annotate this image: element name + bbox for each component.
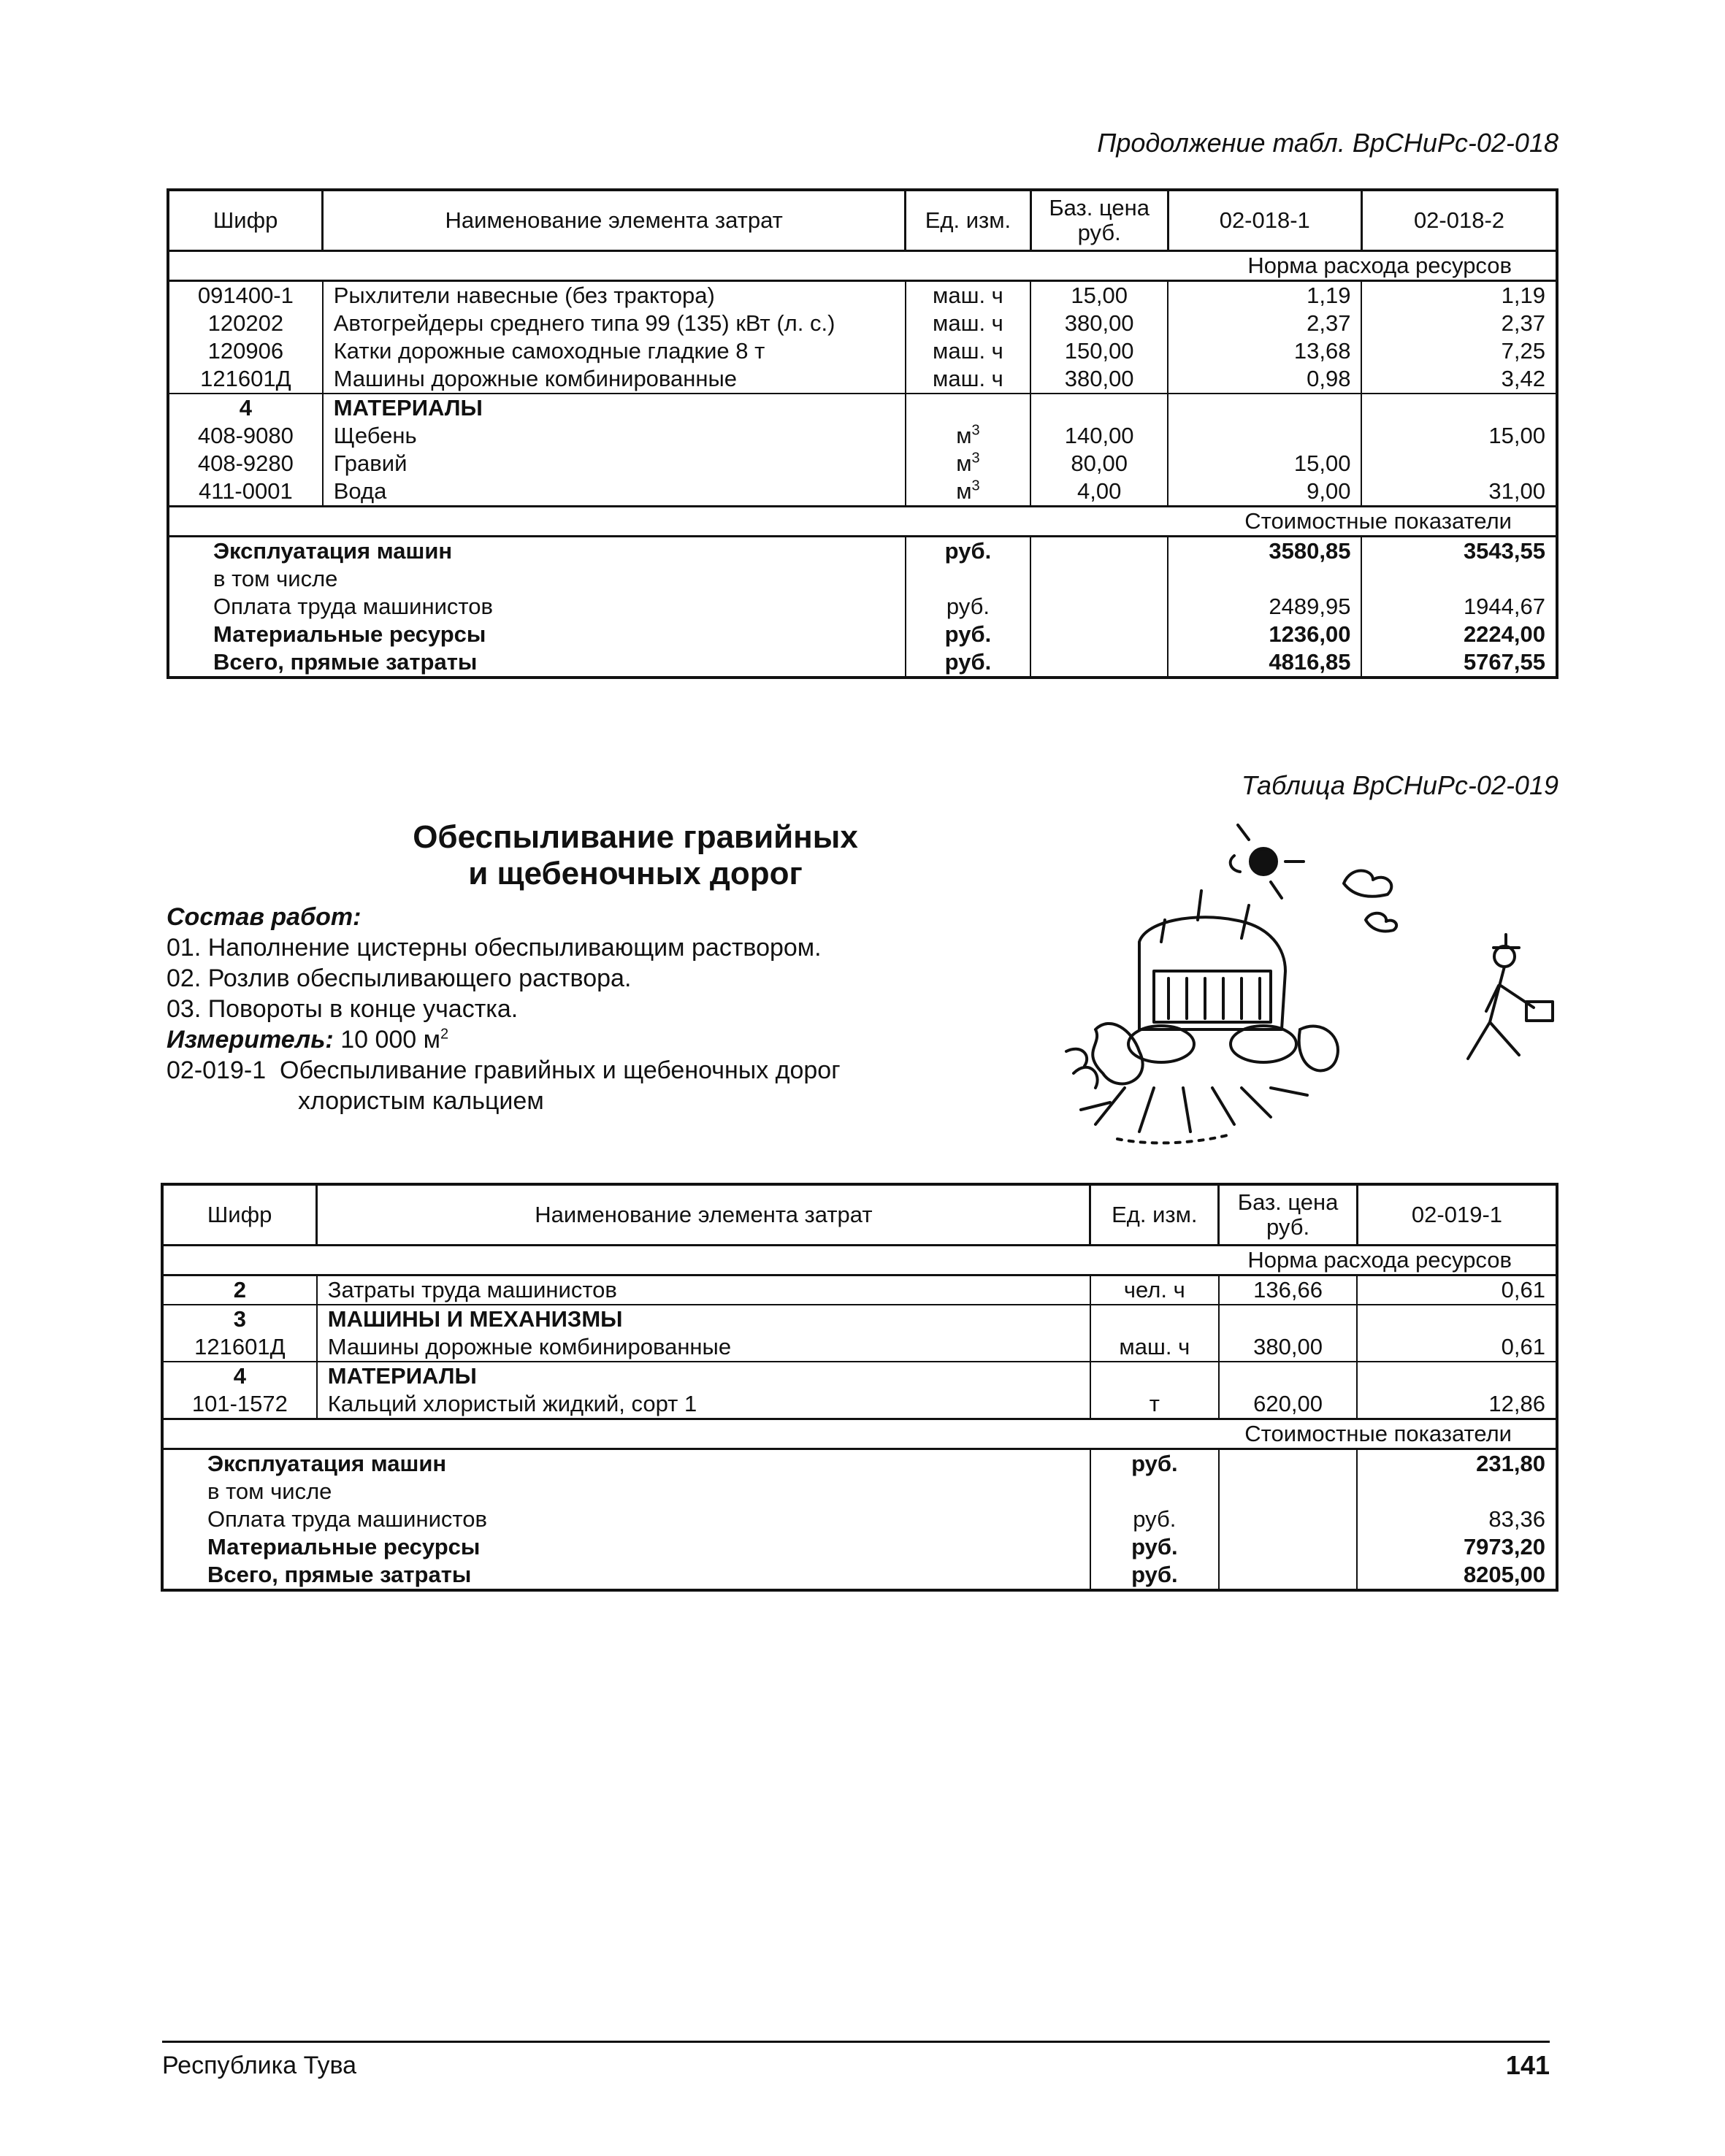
header-col-1: 02-019-1: [1357, 1184, 1557, 1246]
cell-value-1: 15,00: [1168, 450, 1361, 477]
cell-name: Машины дорожные комбинированные: [323, 365, 906, 394]
cell-unit: $м^3$: [906, 450, 1031, 477]
cell-name: Рыхлители навесные (без трактора): [323, 281, 906, 310]
table-header-row: [162, 1184, 1557, 1246]
cell-name: Затраты труда машинистов: [317, 1275, 1090, 1305]
composition-step: 03. Повороты в конце участка.: [167, 995, 519, 1023]
cost-value-1: 8205,00: [1357, 1561, 1557, 1590]
cell-unit: т: [1090, 1390, 1219, 1419]
header-code: Шифр: [162, 1184, 317, 1246]
footer-region: Республика Тува: [162, 2052, 357, 2079]
composition-label: Состав работ:: [167, 903, 362, 931]
measure-label: Измеритель:: [167, 1026, 334, 1054]
cost-unit: руб.: [906, 621, 1031, 648]
cost-name: Оплата труда машинистов: [213, 594, 493, 619]
header-code: Шифр: [168, 190, 323, 251]
cell-value-1: 9,00: [1168, 477, 1361, 507]
cost-unit: руб.: [1090, 1505, 1219, 1533]
group-title: МАТЕРИАЛЫ: [317, 1362, 1090, 1390]
cell-code: 101-1572: [191, 1391, 288, 1416]
cell-code: 411-0001: [199, 478, 293, 504]
cell-price: 150,00: [1030, 337, 1168, 365]
section-cost-label: Стоимостные показатели: [162, 1419, 1557, 1449]
table-row: [168, 281, 1557, 310]
table-row: [168, 310, 1557, 337]
cost-row: [168, 648, 1557, 678]
cell-code: 121601Д: [194, 1334, 286, 1359]
measure-sup: 2: [440, 1026, 449, 1043]
cell-unit: маш. ч: [906, 337, 1031, 365]
cost-value-2: 5767,55: [1361, 648, 1557, 678]
cost-value-1: 83,36: [1357, 1505, 1557, 1533]
cell-price: 380,00: [1030, 310, 1168, 337]
item-name-cont: хлористым кальцием: [298, 1087, 544, 1115]
work-title-line-1: Обеспыливание гравийных: [413, 819, 858, 855]
measure-line: [167, 1024, 1006, 1055]
cell-value-2: 15,00: [1361, 422, 1557, 450]
page-number: 141: [1505, 2050, 1550, 2080]
header-col-1: 02-018-1: [1168, 190, 1361, 251]
table-row: [168, 477, 1557, 507]
group-code: 4: [168, 394, 323, 422]
cost-row: [162, 1561, 1557, 1590]
cell-value-1: 0,98: [1168, 365, 1361, 394]
section-cost-row: [162, 1419, 1557, 1449]
cell-price: 140,00: [1030, 422, 1168, 450]
header-name: Наименование элемента затрат: [323, 190, 906, 251]
header-col-2: 02-018-2: [1361, 190, 1557, 251]
cell-unit: маш. ч: [906, 365, 1031, 394]
cell-unit: маш. ч: [906, 281, 1031, 310]
item-line: [167, 1055, 1006, 1086]
section-norm-label: Норма расхода ресурсов: [162, 1246, 1557, 1275]
work-title-line-2: и щебеночных дорог: [468, 856, 803, 891]
cell-value-1: 13,68: [1168, 337, 1361, 365]
group-title: МАШИНЫ И МЕХАНИЗМЫ: [317, 1305, 1090, 1333]
cost-value-2: 2224,00: [1361, 621, 1557, 648]
cost-name: Всего, прямые затраты: [207, 1562, 472, 1587]
cost-value-1: 231,80: [1357, 1449, 1557, 1478]
group-header-row: [168, 394, 1557, 422]
section-norm-row: [162, 1246, 1557, 1275]
item-code: 02-019-1: [167, 1056, 267, 1084]
table-row: [168, 337, 1557, 365]
table-header-row: [168, 190, 1557, 251]
footer-divider: [162, 2041, 1550, 2043]
cost-value-1: 1236,00: [1168, 621, 1361, 648]
table-row: [168, 450, 1557, 477]
section-norm-label: Норма расхода ресурсов: [168, 251, 1557, 281]
cost-unit: руб.: [1090, 1561, 1219, 1590]
cost-value-1: 2489,95: [1168, 593, 1361, 621]
cost-name: в том числе: [207, 1478, 332, 1504]
table-caption: Таблица ВрСНиРс-02-019: [1241, 770, 1558, 800]
cost-value-1: 3580,85: [1168, 537, 1361, 566]
table-caption-continuation: Продолжение табл. ВрСНиРс-02-018: [1097, 128, 1558, 158]
cell-value-2: 1,19: [1361, 281, 1557, 310]
table-row: [168, 422, 1557, 450]
cost-unit: руб.: [1090, 1533, 1219, 1561]
cell-code: 120906: [207, 338, 284, 364]
cell-name: Автогрейдеры среднего типа 99 (135) кВт (л. с.): [323, 310, 906, 337]
cell-value-2: 3,42: [1361, 365, 1557, 394]
header-price: Баз. цена руб.: [1219, 1184, 1358, 1246]
cost-row: [162, 1505, 1557, 1533]
cell-price: 380,00: [1030, 365, 1168, 394]
cell-value-1: [1168, 422, 1361, 450]
cost-row: [162, 1533, 1557, 1561]
section-cost-label: Стоимостные показатели: [168, 507, 1557, 537]
cell-value-1: 2,37: [1168, 310, 1361, 337]
cost-unit: руб.: [906, 648, 1031, 678]
cell-unit: маш. ч: [906, 310, 1031, 337]
cost-row: [168, 593, 1557, 621]
cell-unit: $м^3$: [906, 422, 1031, 450]
cost-name: Материальные ресурсы: [207, 1534, 481, 1560]
header-unit: Ед. изм.: [1090, 1184, 1219, 1246]
cell-price: 4,00: [1030, 477, 1168, 507]
cell-unit: $м^3$: [906, 477, 1031, 507]
cell-unit: маш. ч: [1090, 1333, 1219, 1362]
cost-name: Оплата труда машинистов: [207, 1506, 487, 1532]
cost-row: [162, 1478, 1557, 1505]
group-header-row: [162, 1362, 1557, 1390]
section-cost-row: [168, 507, 1557, 537]
cell-value-2: [1361, 450, 1557, 477]
cell-name: Гравий: [323, 450, 906, 477]
cell-value-1: 12,86: [1357, 1390, 1557, 1419]
cost-name: Эксплуатация машин: [207, 1451, 447, 1476]
cost-unit: руб.: [906, 593, 1031, 621]
group-code: 3: [162, 1305, 317, 1333]
cost-value-1: 4816,85: [1168, 648, 1361, 678]
cost-value-2: 3543,55: [1361, 537, 1557, 566]
cost-name: Всего, прямые затраты: [213, 649, 478, 675]
cell-code: 408-9280: [197, 450, 294, 476]
cell-name: Катки дорожные самоходные гладкие 8 т: [323, 337, 906, 365]
cost-row: [168, 621, 1557, 648]
cloud-icon: [1344, 871, 1391, 897]
cost-name: в том числе: [213, 566, 338, 591]
composition-step: 02. Розлив обеспыливающего раствора.: [167, 964, 632, 992]
cost-unit: руб.: [1090, 1449, 1219, 1478]
header-name: Наименование элемента затрат: [317, 1184, 1090, 1246]
cost-value-2: 1944,67: [1361, 593, 1557, 621]
cell-name: Машины дорожные комбинированные: [317, 1333, 1090, 1362]
cell-value-2: 31,00: [1361, 477, 1557, 507]
cell-code: 091400-1: [197, 283, 294, 308]
cell-name: Щебень: [323, 422, 906, 450]
section-norm-row: [168, 251, 1557, 281]
cell-name: Кальций хлористый жидкий, сорт 1: [317, 1390, 1090, 1419]
cell-value-1: 0,61: [1357, 1275, 1557, 1305]
table-row: [168, 365, 1557, 394]
header-price: Баз. цена руб.: [1030, 190, 1168, 251]
cell-value-2: 2,37: [1361, 310, 1557, 337]
item-name: Обеспыливание гравийных и щебеночных дорог: [280, 1056, 841, 1084]
road-truck-illustration: [1052, 810, 1577, 1154]
cell-code: 120202: [207, 310, 284, 336]
cell-value-1: 1,19: [1168, 281, 1361, 310]
group-title: МАТЕРИАЛЫ: [323, 394, 906, 422]
cell-value-2: 7,25: [1361, 337, 1557, 365]
table-row: [162, 1333, 1557, 1362]
measure-value: 10 000 м: [340, 1026, 441, 1054]
cell-value-1: 0,61: [1357, 1333, 1557, 1362]
cost-row: [168, 537, 1557, 566]
composition-step: 01. Наполнение цистерны обеспыливающим раствором.: [167, 934, 822, 962]
cost-name: Эксплуатация машин: [213, 538, 453, 564]
cell-code: 2: [233, 1277, 247, 1303]
group-header-row: [162, 1305, 1557, 1333]
work-title: [336, 819, 935, 892]
cost-value-1: 7973,20: [1357, 1533, 1557, 1561]
cell-name: Вода: [323, 477, 906, 507]
table-row: [162, 1390, 1557, 1419]
cost-row: [162, 1449, 1557, 1478]
cell-price: 620,00: [1219, 1390, 1358, 1419]
cell-code: 408-9080: [197, 423, 294, 448]
header-unit: Ед. изм.: [906, 190, 1031, 251]
work-composition: [167, 902, 1006, 1116]
cost-row: [168, 565, 1557, 593]
cell-unit: чел. ч: [1090, 1275, 1219, 1305]
cell-code: 121601Д: [200, 366, 291, 391]
cell-price: 380,00: [1219, 1333, 1358, 1362]
cost-unit: руб.: [906, 537, 1031, 566]
cost-name: Материальные ресурсы: [213, 621, 486, 647]
resource-table-02-019: [161, 1183, 1558, 1592]
table-row: [162, 1275, 1557, 1305]
resource-table-02-018: [167, 188, 1558, 679]
cell-price: 136,66: [1219, 1275, 1358, 1305]
cell-price: 80,00: [1030, 450, 1168, 477]
sun-icon: [1250, 848, 1277, 875]
cell-price: 15,00: [1030, 281, 1168, 310]
group-code: 4: [162, 1362, 317, 1390]
